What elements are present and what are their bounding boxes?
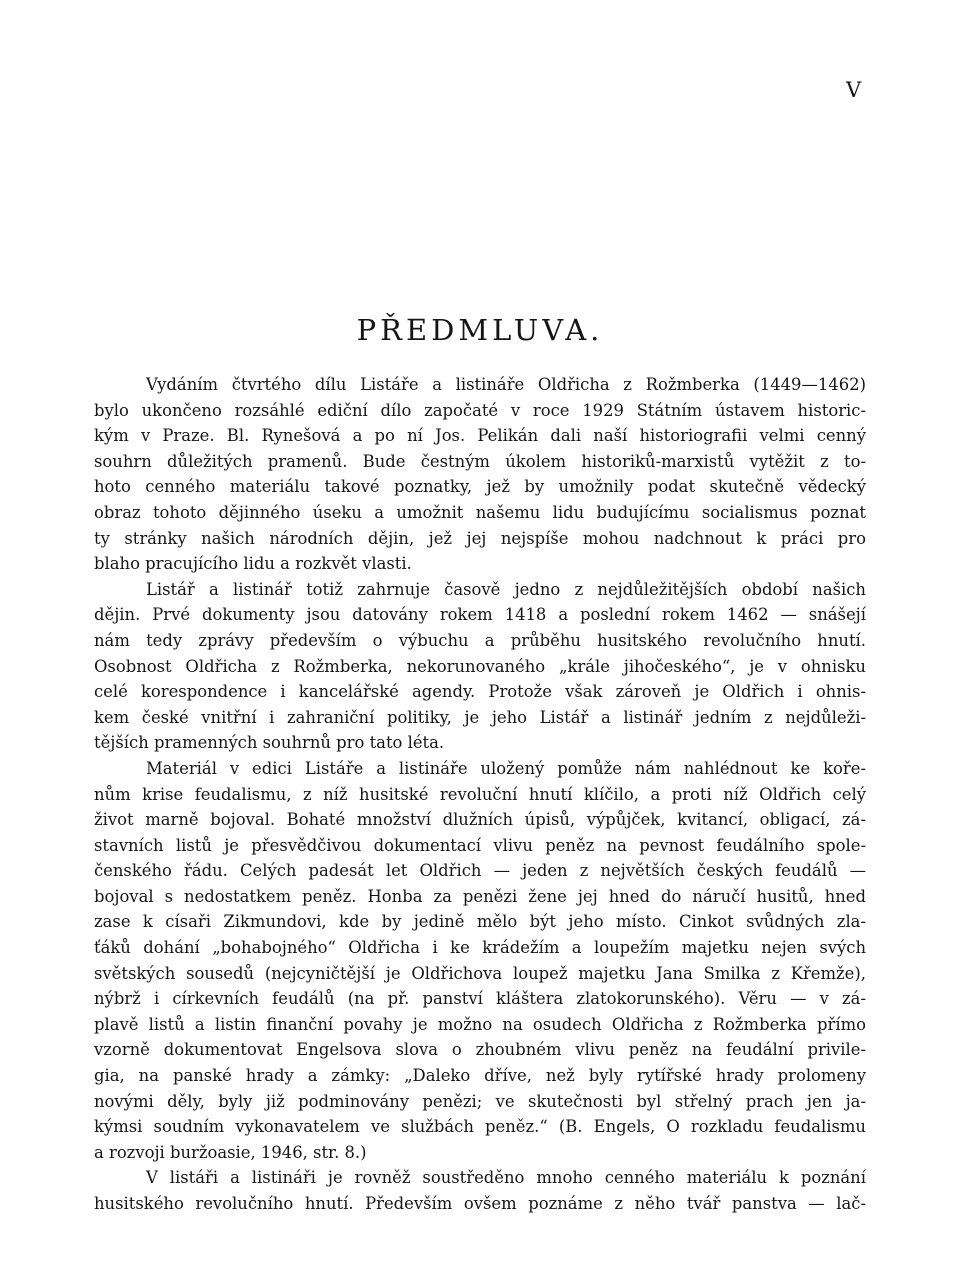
- text-line: souhrn důležitých pramenů. Bude čestným úkolem historiků-marxistů vytěžit z to-: [94, 451, 866, 471]
- text-line: Osobnost Oldřicha z Rožmberka, nekorunovaného „krále jihočeského“, je v ohnisku: [94, 656, 866, 676]
- text-line: ťáků dohání „bohabojného“ Oldřicha i ke krádežím a loupežím majetku nejen svých: [94, 938, 866, 958]
- text-line: zase k císaři Zikmundovi, kde by jedině mělo být jeho místo. Cinkot svůdných zla-: [94, 912, 866, 932]
- text-line: Materiál v edici Listáře a listináře uložený pomůže nám nahlédnout ke koře-: [146, 758, 866, 778]
- text-line: čenského řádu. Celých padesát let Oldřich — jeden z největších českých feudálů —: [94, 861, 866, 881]
- text-line: V listáři a listináři je rovněž soustředěno mnoho cenného materiálu k poznání: [146, 1168, 866, 1188]
- text-line: nám tedy zprávy především o výbuchu a průběhu husitského revolučního hnutí.: [94, 630, 866, 650]
- text-line: gia, na panské hrady a zámky: „Daleko dříve, než byly rytířské hrady prolomeny: [94, 1066, 866, 1086]
- text-line: světských sousedů (nejcyničtější je Oldřichova loupež majetku Jana Smilka z Křemže),: [94, 963, 866, 983]
- text-line: nýbrž i církevních feudálů (na př. panství kláštera zlatokorunského). Věru — v zá-: [94, 989, 866, 1009]
- text-line: kem české vnitřní i zahraniční politiky, je jeho Listář a listinář jedním z nejdůleži-: [94, 707, 866, 727]
- text-line: nům krise feudalismu, z níž husitské revoluční hnutí klíčilo, a proti níž Oldřich celý: [94, 784, 866, 804]
- page-number: V: [846, 78, 863, 102]
- paragraph: [94, 756, 866, 1166]
- text-line: bojoval s nedostatkem peněz. Honba za penězi žene jej hned do náručí husitů, hned: [94, 886, 866, 906]
- text-line: blaho pracujícího lidu a rozkvět vlasti.: [94, 554, 412, 574]
- text-line: kýmsi soudním vykonavatelem ve službách peněz.“ (B. Engels, O rozkladu feudalismu: [94, 1117, 866, 1137]
- body-text: [94, 372, 866, 1217]
- text-line: celé korespondence i kancelářské agendy. Protože však zároveň je Oldřich i ohnis-: [94, 682, 866, 702]
- page-title: PŘEDMLUVA.: [356, 313, 604, 348]
- text-line: vzorně dokumentovat Engelsova slova o zhoubném vlivu peněz na feudální privile-: [94, 1040, 866, 1060]
- text-line: Vydáním čtvrtého dílu Listáře a listináře Oldřicha z Rožmberka (1449—1462): [146, 375, 866, 394]
- text-line: husitského revolučního hnutí. Především ovšem poznáme z něho tvář panstva — lač-: [94, 1194, 866, 1213]
- text-line: život marně bojoval. Bohaté množství dlužních úpisů, výpůjček, kvitancí, obligací, zá-: [94, 810, 866, 830]
- text-line: plavě listů a listin finanční povahy je možno na osudech Oldřicha z Rožmberka přímo: [94, 1014, 866, 1034]
- text-line: hoto cenného materiálu takové poznatky, jež by umožnily podat skutečně vědecký: [94, 477, 866, 497]
- paragraph: [94, 577, 866, 756]
- text-line: kým v Praze. Bl. Rynešová a po ní Jos. Pelikán dali naší historiografii velmi cenný: [94, 426, 866, 446]
- text-line: ty stránky našich národních dějin, jež jej nejspíše mohou nadchnout k práci pro: [94, 528, 866, 548]
- paragraph: [94, 1165, 866, 1216]
- text-line: a rozvoji buržoasie, 1946, str. 8.): [94, 1142, 367, 1162]
- text-line: novými děly, byly již podminovány penězi; ve skutečnosti byl střelný prach jen ja-: [94, 1091, 866, 1111]
- text-line: bylo ukončeno rozsáhlé ediční dílo započaté v roce 1929 Státním ústavem historic-: [94, 400, 866, 420]
- text-line: stavních listů je přesvědčivou dokumentací vlivu peněz na pevnost feudálního spole-: [94, 835, 866, 855]
- text-line: obraz tohoto dějinného úseku a umožnit našemu lidu budujícímu socialismus poznat: [94, 502, 866, 522]
- text-line: Listář a listinář totiž zahrnuje časově jedno z nejdůležitějších období našich: [146, 579, 866, 599]
- paragraph: [94, 372, 866, 577]
- text-line: dějin. Prvé dokumenty jsou datovány rokem 1418 a poslední rokem 1462 — snášejí: [94, 605, 866, 625]
- text-line: tějších pramenných souhrnů pro tato léta.: [94, 733, 445, 753]
